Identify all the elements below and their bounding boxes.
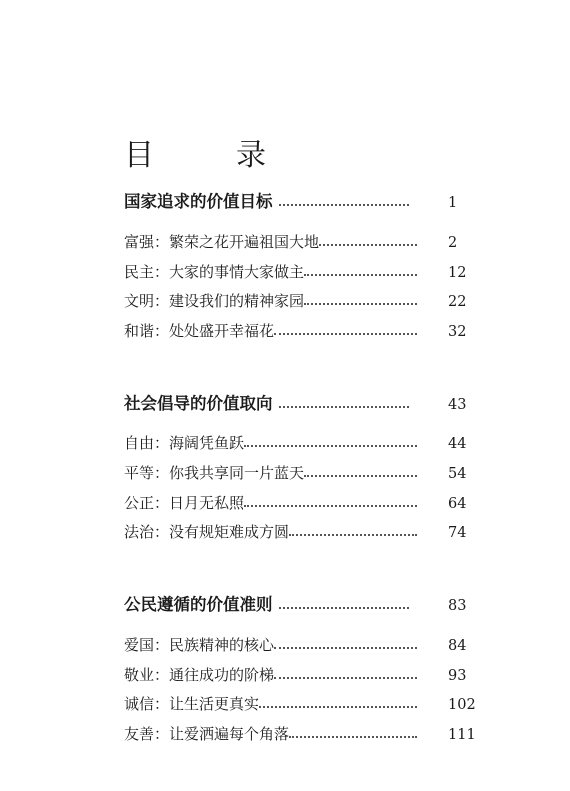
entry-title: 诚信：让生活更真实 [124,695,260,713]
dot-leader [279,607,409,609]
page-number: 2 [448,235,458,251]
entry-title: 富强：繁荣之花开遍祖国大地 [124,233,320,251]
page-number: 84 [448,638,467,654]
dot-leader [289,736,417,738]
dot-leader [244,445,417,447]
page-number: 12 [448,265,467,281]
dot-leader [319,244,417,246]
dot-leader [304,303,417,305]
section-title: 国家追求的价值目标 [124,192,273,211]
toc-entry[interactable] [124,287,484,311]
toc-section-2[interactable] [124,390,484,414]
entry-title: 友善：让爱洒遍每个角落 [124,725,290,743]
page-number: 83 [448,598,467,614]
entry-title: 文明：建设我们的精神家园 [124,292,305,310]
page-number: 32 [448,324,467,340]
toc-entry[interactable] [124,317,484,341]
page-number: 111 [448,727,476,743]
toc-entry[interactable] [124,661,484,685]
page-number: 102 [448,697,476,713]
section-title: 公民遵循的价值准则 [124,595,273,614]
toc-entry[interactable] [124,489,484,513]
dot-leader [304,274,417,276]
dot-leader [274,647,417,649]
toc-entry[interactable] [124,429,484,453]
entry-title: 公正：日月无私照 [124,494,245,512]
toc-entry[interactable] [124,631,484,655]
dot-leader [244,505,417,507]
page-number: 43 [448,397,467,413]
entry-title: 自由：海阔凭鱼跃 [124,434,245,452]
dot-leader [274,333,417,335]
page-number: 93 [448,668,467,684]
page-number: 54 [448,466,467,482]
entry-title: 敬业：通往成功的阶梯 [124,666,275,684]
toc-entry[interactable] [124,518,484,542]
page-number: 74 [448,525,467,541]
section-title: 社会倡导的价值取向 [124,394,273,413]
toc-entry[interactable] [124,720,484,744]
toc-entry[interactable] [124,690,484,714]
dot-leader [279,406,409,408]
entry-title: 爱国：民族精神的核心 [124,636,275,654]
page-number: 22 [448,294,467,310]
dot-leader [304,475,417,477]
dot-leader [289,534,417,536]
page-number: 1 [448,195,458,211]
dot-leader [274,677,417,679]
page-number: 64 [448,496,467,512]
entry-title: 民主：大家的事情大家做主 [124,263,305,281]
page-title: 目 录 [124,138,292,174]
toc-section-3[interactable] [124,591,484,615]
dot-leader [279,204,409,206]
entry-title: 和谐：处处盛开幸福花 [124,322,275,340]
page-number: 44 [448,436,467,452]
entry-title: 平等：你我共享同一片蓝天 [124,464,305,482]
toc-entry[interactable] [124,258,484,282]
toc-section-1[interactable] [124,188,484,212]
entry-title: 法治：没有规矩难成方圆 [124,523,290,541]
dot-leader [259,706,417,708]
toc-entry[interactable] [124,228,484,252]
toc-entry[interactable] [124,459,484,483]
